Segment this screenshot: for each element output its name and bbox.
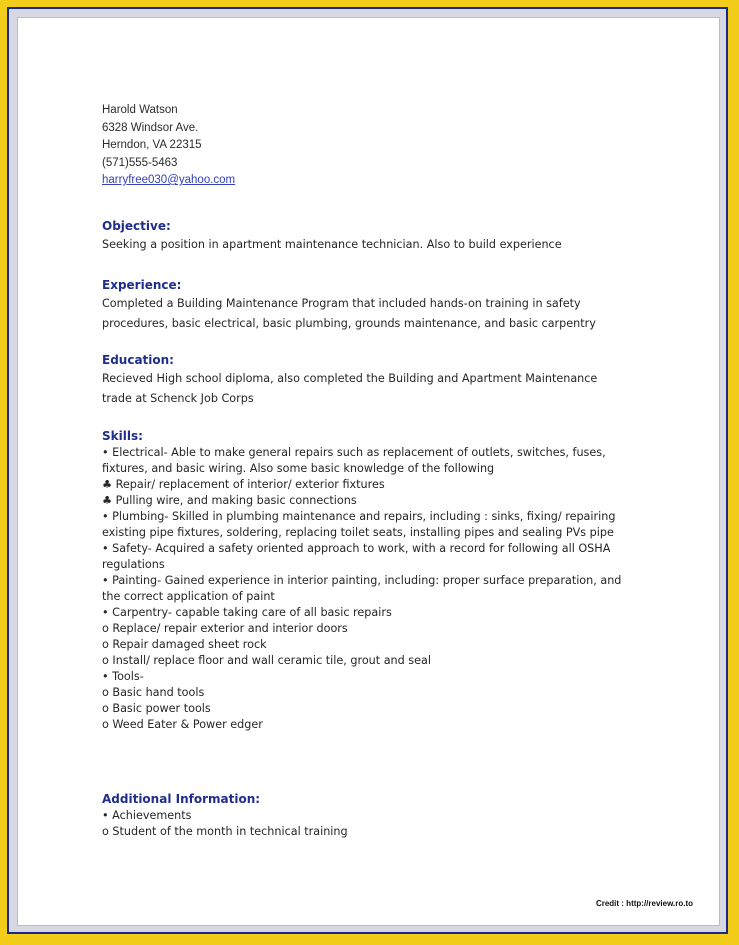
skills-line: • Electrical- Able to make general repairs such as replacement of outlets, switches, fuses, [102,446,606,459]
experience-line: procedures, basic electrical, basic plumbing, grounds maintenance, and basic carpentry [102,317,596,330]
skills-line: regulations [102,558,165,571]
image-credit: Credit : http://review.ro.to [595,899,693,908]
skills-line: o Weed Eater & Power edger [102,718,263,731]
skills-line: • Tools- [102,670,144,683]
education-section [102,352,662,409]
skills-line: o Basic hand tools [102,686,205,699]
objective-section [102,218,662,255]
contact-block [102,102,235,190]
skills-heading: Skills: [102,429,143,443]
experience-line: Completed a Building Maintenance Program that included hands-on training in safety [102,297,581,310]
contact-street: 6328 Windsor Ave. [102,121,199,134]
objective-heading: Objective: [102,219,171,233]
additional-info-line: • Achievements [102,809,192,822]
skills-line: o Basic power tools [102,702,211,715]
skills-line: ♣ Repair/ replacement of interior/ exterior fixtures [102,478,385,491]
skills-line: • Safety- Acquired a safety oriented approach to work, with a record for following all OSHA [102,542,611,555]
skills-section [102,428,662,733]
experience-section [102,277,662,334]
education-line: Recieved High school diploma, also completed the Building and Apartment Maintenance [102,372,598,385]
additional-info-heading: Additional Information: [102,792,261,806]
additional-info-line: o Student of the month in technical training [102,825,348,838]
resume-page [17,17,720,926]
education-heading: Education: [102,353,174,367]
skills-line: • Painting- Gained experience in interior painting, including: proper surface preparation, and [102,574,622,587]
skills-line: existing pipe fixtures, soldering, replacing toilet seats, installing pipes and sealing PVs pipe [102,526,614,539]
skills-line: • Carpentry- capable taking care of all basic repairs [102,606,392,619]
skills-line: o Install/ replace floor and wall ceramic tile, grout and seal [102,654,431,667]
objective-line: Seeking a position in apartment maintenance technician. Also to build experience [102,238,562,251]
contact-phone: (571)555-5463 [102,156,178,169]
contact-city: Herndon, VA 22315 [102,139,202,151]
contact-name: Harold Watson [102,104,178,116]
skills-line: the correct application of paint [102,590,275,603]
skills-line: fixtures, and basic wiring. Also some basic knowledge of the following [102,462,495,475]
contact-email-link[interactable]: harryfree030@yahoo.com [102,174,236,186]
education-line: trade at Schenck Job Corps [102,392,254,405]
skills-line: • Plumbing- Skilled in plumbing maintenance and repairs, including : sinks, fixing/ repairing [102,510,616,523]
skills-line: o Replace/ repair exterior and interior doors [102,622,348,635]
experience-heading: Experience: [102,278,182,292]
skills-line: o Repair damaged sheet rock [102,638,267,651]
additional-info-section [102,791,662,840]
skills-line: ♣ Pulling wire, and making basic connections [102,494,357,507]
